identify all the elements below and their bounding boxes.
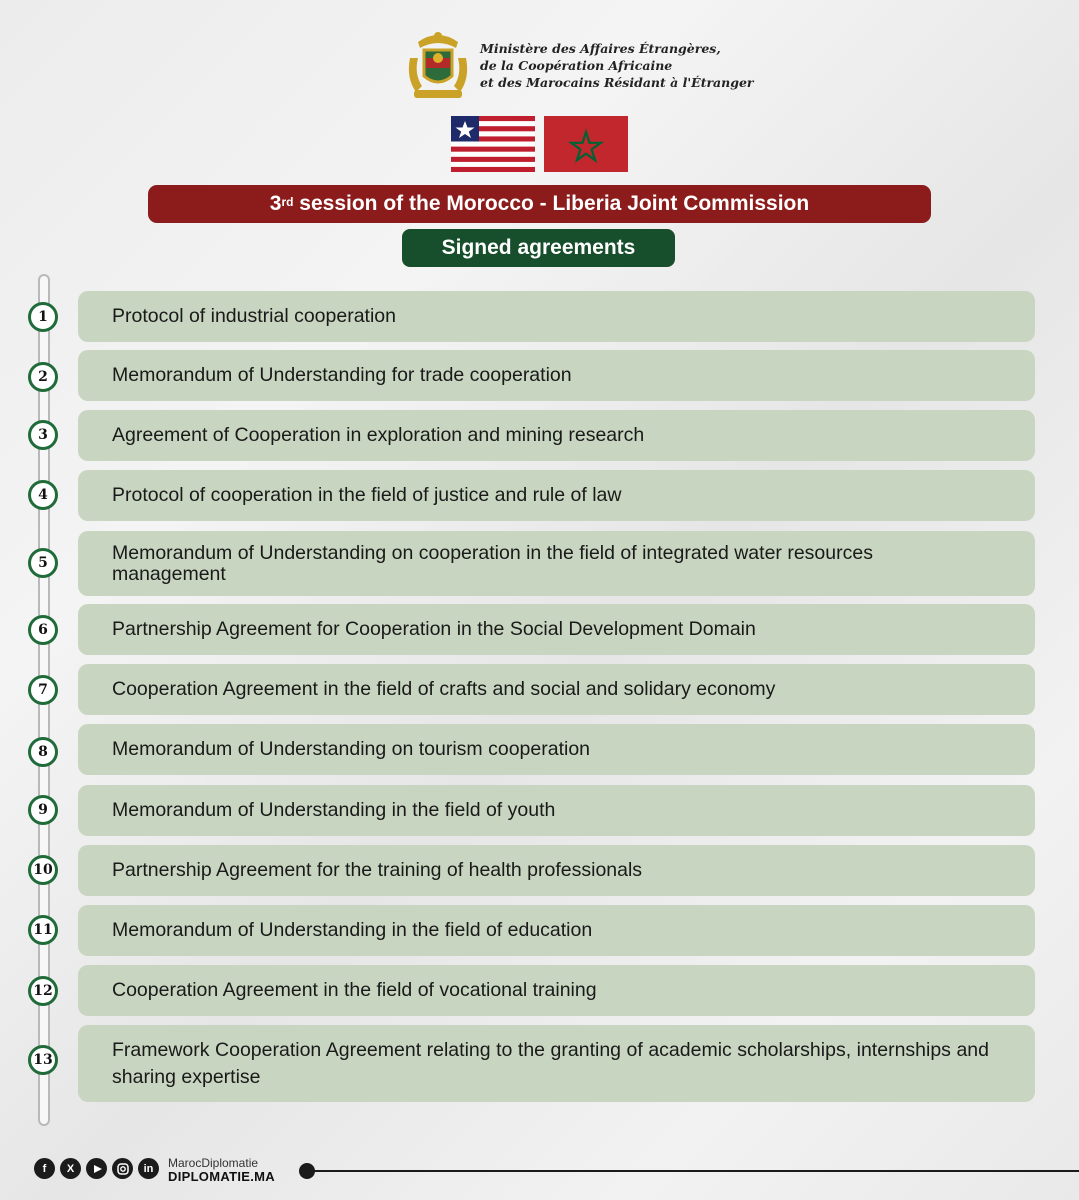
subtitle-text: Signed agreements: [441, 236, 636, 259]
agreement-card: [78, 604, 1035, 655]
agreement-text: Memorandum of Understanding in the field of youth: [112, 799, 556, 821]
agreement-text: Cooperation Agreement in the field of crafts and social and solidary economy: [112, 678, 776, 700]
ministry-line-2: de la Coopération Africaine: [480, 58, 673, 73]
agreement-card: [78, 664, 1035, 715]
youtube-icon[interactable]: [86, 1158, 107, 1179]
moroccan-coat-of-arms-icon: [404, 28, 472, 102]
agreement-number-badge: 7: [28, 675, 58, 705]
agreement-card: [78, 965, 1035, 1016]
agreement-card: [78, 905, 1035, 956]
social-handle: MarocDiplomatie: [168, 1156, 259, 1170]
facebook-icon[interactable]: f: [34, 1158, 55, 1179]
agreement-text: Memorandum of Understanding for trade cooperation: [112, 364, 572, 386]
agreement-text: Memorandum of Understanding on tourism cooperation: [112, 738, 591, 760]
ministry-name: [480, 40, 754, 91]
agreement-number-badge: 9: [28, 795, 58, 825]
agreement-text: Partnership Agreement for the training of health professionals: [112, 859, 643, 881]
morocco-flag-icon: [544, 116, 628, 172]
agreement-card: [78, 1025, 1035, 1102]
agreement-text: Partnership Agreement for Cooperation in the Social Development Domain: [112, 618, 756, 640]
ministry-line-1: Ministère des Affaires Étrangères,: [480, 41, 721, 56]
agreement-text: Cooperation Agreement in the field of vocational training: [112, 979, 597, 1001]
agreement-text: Protocol of cooperation in the field of justice and rule of law: [112, 484, 622, 506]
footer-divider: [312, 1170, 1079, 1172]
linkedin-icon[interactable]: in: [138, 1158, 159, 1179]
agreement-text: Memorandum of Understanding in the field of education: [112, 919, 593, 941]
agreement-number-badge: 3: [28, 420, 58, 450]
agreement-card: [78, 350, 1035, 401]
title-text: session of the Morocco - Liberia Joint Commission: [293, 192, 810, 215]
instagram-icon[interactable]: [112, 1158, 133, 1179]
website-link[interactable]: DIPLOMATIE.MA: [168, 1169, 275, 1184]
title-ordinal: 3: [269, 192, 282, 215]
agreement-number-badge: 4: [28, 480, 58, 510]
agreement-card: [78, 291, 1035, 342]
agreement-card: [78, 470, 1035, 521]
x-icon[interactable]: X: [60, 1158, 81, 1179]
agreement-number-badge: 13: [28, 1045, 58, 1075]
agreement-number-badge: 10: [28, 855, 58, 885]
title-ordinal-suffix: rd: [281, 195, 294, 209]
agreement-card: [78, 410, 1035, 461]
agreement-number-badge: 5: [28, 548, 58, 578]
agreement-number-badge: 11: [28, 915, 58, 945]
agreement-number-badge: 8: [28, 737, 58, 767]
agreement-card: [78, 845, 1035, 896]
agreement-card: [78, 724, 1035, 775]
agreement-text: Agreement of Cooperation in exploration and mining research: [112, 424, 645, 446]
agreement-number-badge: 2: [28, 362, 58, 392]
ministry-line-3: et des Marocains Résidant à l'Étranger: [480, 75, 754, 90]
title-banner: [148, 185, 931, 223]
agreement-text: Framework Cooperation Agreement relating to the granting of academic scholarships, internships and sharing expertise: [112, 1038, 989, 1088]
agreement-number-badge: 1: [28, 302, 58, 332]
agreement-text: Protocol of industrial cooperation: [112, 305, 396, 327]
agreement-number-badge: 6: [28, 615, 58, 645]
agreement-text: Memorandum of Understanding on cooperation in the field of integrated water resources management: [112, 541, 873, 585]
subtitle-banner: [402, 229, 675, 267]
agreement-card: [78, 531, 1035, 596]
agreement-card: [78, 785, 1035, 836]
agreement-number-badge: 12: [28, 976, 58, 1006]
liberia-flag-icon: [451, 116, 535, 172]
